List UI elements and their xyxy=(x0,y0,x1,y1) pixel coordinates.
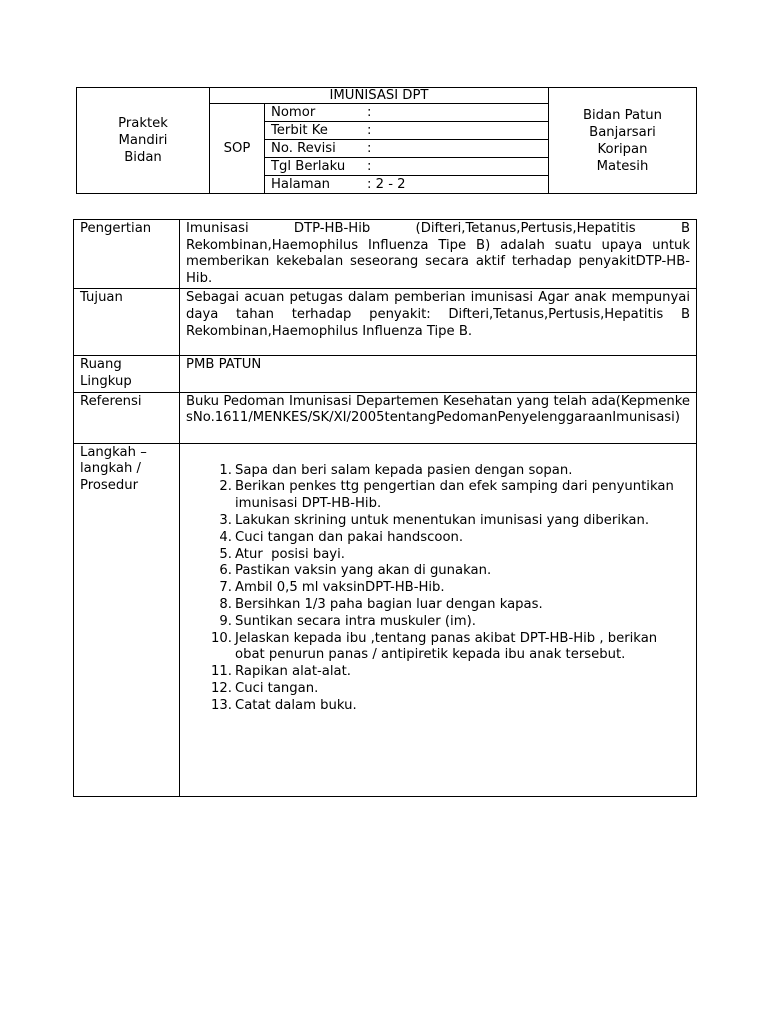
table-row xyxy=(74,443,697,796)
step-number: 9. xyxy=(219,613,232,629)
step-text: Rapikan alat-alat. xyxy=(235,664,351,680)
row-value-ruang-lingkup: PMB PATUN xyxy=(180,356,697,392)
field-value: : 2 - 2 xyxy=(367,177,406,192)
list-item xyxy=(206,698,690,715)
step-text: Lakukan skrining untuk menentukan imunisasi yang diberikan. xyxy=(235,512,650,528)
step-text: Sapa dan beri salam kepada pasien dengan sopan. xyxy=(235,462,573,478)
list-item xyxy=(206,547,690,564)
step-text: Ambil 0,5 ml vaksinDPT-HB-Hib. xyxy=(235,580,445,596)
row-value-prosedur xyxy=(180,443,697,796)
row-label-line: Ruang xyxy=(80,357,122,373)
clinic-name-cell xyxy=(77,88,210,194)
sop-header-table xyxy=(76,87,697,194)
field-tgl-berlaku xyxy=(265,158,549,176)
step-text: Jelaskan kepada ibu ,tentang panas akibat DPT-HB-Hib , berikan obat penurun panas / antipiretik kepada ibu anak tersebut. xyxy=(235,630,658,663)
midwife-location-cell xyxy=(549,88,697,194)
field-label: Halaman xyxy=(271,177,331,192)
step-text: Bersihkan 1/3 paha bagian luar dengan kapas. xyxy=(235,596,543,612)
list-item xyxy=(206,597,690,614)
row-label-line: Prosedur xyxy=(80,477,139,493)
field-value: : xyxy=(367,159,372,174)
step-text: Cuci tangan. xyxy=(235,680,319,696)
step-text: Pastikan vaksin yang akan di gunakan. xyxy=(235,563,492,579)
table-row xyxy=(74,392,697,443)
row-label-pengertian: Pengertian xyxy=(74,220,180,289)
step-text: Atur posisi bayi. xyxy=(235,546,345,562)
step-number: 8. xyxy=(219,596,232,612)
clinic-name-line: Praktek xyxy=(118,116,168,131)
field-nomor xyxy=(265,104,549,122)
list-item xyxy=(206,631,690,665)
step-text: Berikan penkes ttg pengertian dan efek samping dari penyuntikan imunisasi DPT-HB-Hib. xyxy=(235,479,674,512)
list-item xyxy=(206,614,690,631)
sop-label: SOP xyxy=(210,104,265,194)
list-item xyxy=(206,463,690,480)
step-number: 5. xyxy=(219,546,232,562)
list-item xyxy=(206,479,690,513)
row-label-line: Lingkup xyxy=(80,373,132,389)
step-number: 4. xyxy=(219,529,232,545)
step-number: 2. xyxy=(219,479,232,495)
row-label-tujuan: Tujuan xyxy=(74,289,180,356)
clinic-name-line: Mandiri xyxy=(118,133,168,148)
row-label-ruang-lingkup xyxy=(74,356,180,392)
row-label-prosedur xyxy=(74,443,180,796)
sop-content-table xyxy=(73,219,697,797)
field-no-revisi xyxy=(265,140,549,158)
field-value: : xyxy=(367,141,372,156)
location-line: Matesih xyxy=(596,158,649,174)
field-halaman xyxy=(265,176,549,194)
field-value: : xyxy=(367,123,372,138)
table-row xyxy=(74,220,697,289)
row-value-tujuan: Sebagai acuan petugas dalam pemberian imunisasi Agar anak mempunyai daya tahan terhadap penyakit: Difteri,Tetanus,Pertusis,Hepatitis B Rekombinan,Haemophilus Influenza Tipe B. xyxy=(180,289,697,356)
row-value-pengertian: Imunisasi DTP-HB-Hib (Difteri,Tetanus,Pertusis,Hepatitis B Rekombinan,Haemophilus Influenza Tipe B) adalah suatu upaya untuk memberikan kekebalan seseorang secara aktif terhadap penyakitDTP-HB-Hib. xyxy=(180,220,697,289)
step-text: Cuci tangan dan pakai handscoon. xyxy=(235,529,464,545)
document-title: IMUNISASI DPT xyxy=(210,88,549,104)
row-label-line: Langkah – xyxy=(80,444,147,460)
step-number: 10. xyxy=(211,630,232,646)
table-row xyxy=(74,356,697,392)
step-number: 13. xyxy=(211,697,232,713)
list-item xyxy=(206,530,690,547)
step-number: 7. xyxy=(219,580,232,596)
field-label: No. Revisi xyxy=(271,141,336,156)
location-line: Koripan xyxy=(597,141,648,157)
field-label: Tgl Berlaku xyxy=(271,159,346,174)
list-item xyxy=(206,580,690,597)
row-label-line: langkah / xyxy=(80,461,141,477)
row-label-referensi: Referensi xyxy=(74,392,180,443)
procedure-steps-list xyxy=(186,463,690,715)
field-label: Terbit Ke xyxy=(271,123,328,138)
step-text: Catat dalam buku. xyxy=(235,697,357,713)
step-number: 12. xyxy=(211,680,232,696)
step-text: Suntikan secara intra muskuler (im). xyxy=(235,613,476,629)
step-number: 1. xyxy=(219,462,232,478)
step-number: 3. xyxy=(219,512,232,528)
field-label: Nomor xyxy=(271,105,316,120)
location-line: Bidan Patun xyxy=(582,107,663,123)
list-item xyxy=(206,681,690,698)
list-item xyxy=(206,513,690,530)
table-row xyxy=(74,289,697,356)
list-item xyxy=(206,664,690,681)
row-value-referensi: Buku Pedoman Imunisasi Departemen Kesehatan yang telah ada(KepmenkesNo.1611/MENKES/SK/XI/2005tentangPedomanPenyelenggaraanImunisasi) xyxy=(180,392,697,443)
field-value: : xyxy=(367,105,372,120)
location-line: Banjarsari xyxy=(589,124,656,140)
step-number: 6. xyxy=(219,563,232,579)
field-terbit-ke xyxy=(265,122,549,140)
list-item xyxy=(206,563,690,580)
step-number: 11. xyxy=(211,664,232,680)
clinic-name-line: Bidan xyxy=(124,150,162,165)
